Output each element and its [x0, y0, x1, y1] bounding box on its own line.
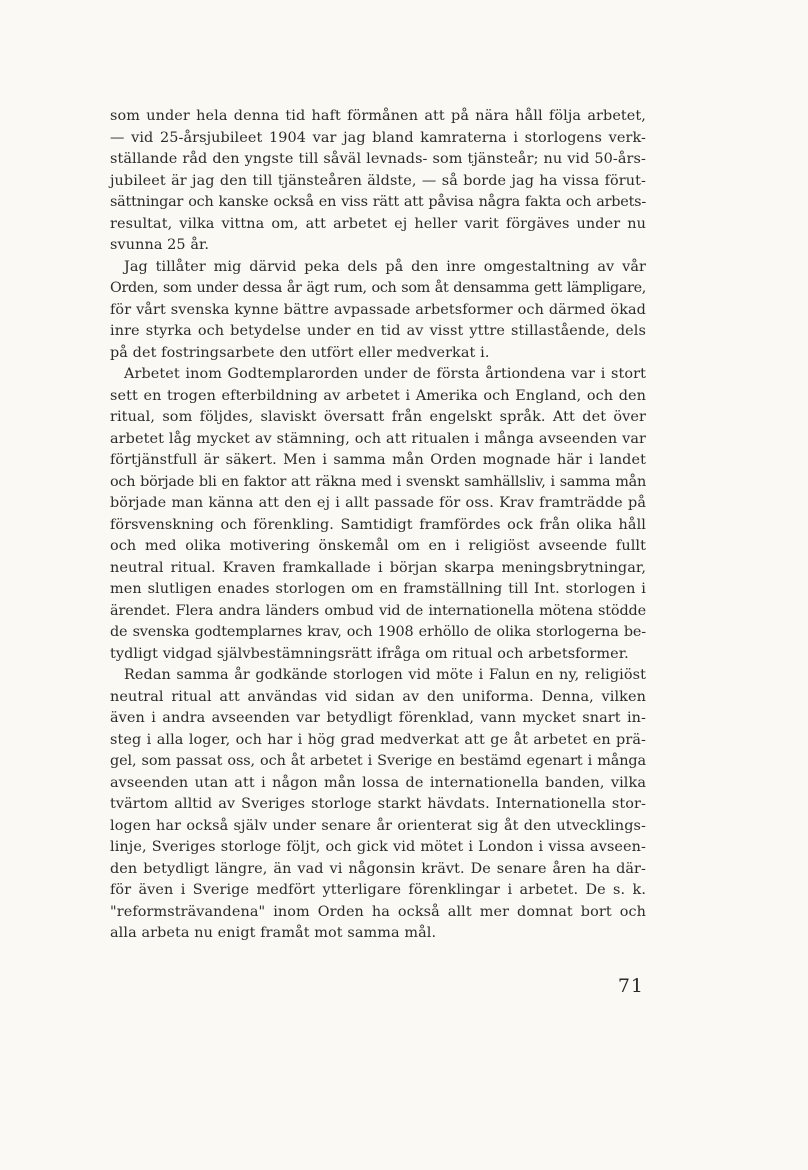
text-line: för vårt svenska kynne bättre avpassade arbetsformer och därmed ökad [110, 301, 646, 318]
text-line: inre styrka och betydelse under en tid av visst yttre stillastående, dels [110, 323, 646, 339]
text-line: avseenden utan att i någon mån lossa de internationella banden, vilka [110, 774, 646, 791]
text-line: började man känna att den ej i allt passade för oss. Krav framträdde på [110, 495, 646, 511]
text-line: Jag tillåter mig därvid peka dels på den inre omgestaltning av vår [124, 258, 646, 275]
text-line: ritual, som följdes, slaviskt översatt från engelskt språk. Att det över [110, 409, 646, 425]
text-line: även i andra avseenden var betydligt förenklad, vann mycket snart in- [110, 710, 646, 726]
text-line: som under hela denna tid haft förmånen att på nära håll följa arbetet, [110, 108, 646, 124]
text-line: Arbetet inom Godtemplarorden under de första årtiondena var i stort [124, 366, 646, 382]
text-line: de svenska godtemplarnes krav, och 1908 erhöllo de olika storlogerna be- [110, 624, 646, 640]
text-line: den betydligt längre, än vad vi någonsin krävt. De senare åren ha där- [110, 860, 646, 877]
text-line: ärendet. Flera andra länders ombud vid de internationella mötena stödde [110, 602, 646, 619]
text-line: steg i alla loger, och har i hög grad medverkat att ge åt arbetet en prä- [110, 731, 646, 748]
text-line: Redan samma år godkände storlogen vid möte i Falun en ny, religiöst [124, 667, 646, 683]
text-line: alla arbeta nu enigt framåt mot samma mål. [110, 925, 437, 941]
text-line: tydligt vidgad självbestämningsrätt ifråga om ritual och arbetsformer. [110, 645, 629, 662]
body-text [110, 106, 646, 945]
text-line: ställande råd den yngste till såväl levnads- som tjänsteår; nu vid 50-års- [110, 151, 646, 167]
paragraph [110, 257, 646, 365]
text-line: sättningar och kanske också en viss rätt att påvisa några fakta och arbets- [110, 194, 646, 210]
text-line: förtjänstfull är säkert. Men i samma mån Orden mognade här i landet [110, 452, 646, 468]
text-line: sett en trogen efterbildning av arbetet i Amerika och England, och den [110, 387, 646, 404]
text-line: och började bli en faktor att räkna med i svenskt samhällsliv, i samma mån [110, 473, 646, 490]
text-line: försvenskning och förenkling. Samtidigt framfördes ock från olika håll [110, 516, 646, 533]
text-line: Orden, som under dessa år ägt rum, och som åt densamma gett lämpligare, [110, 280, 646, 296]
text-line: arbetet låg mycket av stämning, och att ritualen i många avseenden var [110, 430, 646, 447]
text-line: "reformsträvandena" inom Orden ha också allt mer domnat bort och [110, 903, 646, 920]
text-line: tvärtom alltid av Sveriges storloge starkt hävdats. Internationella stor- [110, 796, 646, 812]
text-line: på det fostringsarbete den utfört eller medverkat i. [110, 344, 490, 361]
text-line: linje, Sveriges storloge följt, och gick vid mötet i London i vissa avseen- [110, 839, 646, 855]
text-line: resultat, vilka vittna om, att arbetet ej heller varit förgäves under nu [110, 215, 646, 232]
text-line: gel, som passat oss, och åt arbetet i Sverige en bestämd egenart i många [110, 753, 646, 769]
text-line: neutral ritual att användas vid sidan av den uniforma. Denna, vilken [110, 688, 646, 705]
text-line: och med olika motivering önskemål om en i religiöst avseende fullt [110, 538, 646, 554]
text-line: — vid 25-årsjubileet 1904 var jag bland kamraterna i storlogens verk- [110, 129, 646, 146]
text-line: svunna 25 år. [110, 237, 210, 253]
page-number: 71 [617, 975, 644, 997]
text-line: för även i Sverige medfört ytterligare förenklingar i arbetet. De s. k. [110, 882, 646, 898]
text-line: logen har också själv under senare år orienterat sig åt den utvecklings- [110, 817, 646, 834]
paragraph [110, 665, 646, 945]
paragraph [110, 364, 646, 665]
text-line: jubileet är jag den till tjänsteåren äldste, — så borde jag ha vissa förut- [110, 172, 646, 189]
text-line: neutral ritual. Kraven framkallade i början skarpa meningsbrytningar, [110, 559, 646, 576]
text-line: men slutligen enades storlogen om en framställning till Int. storlogen i [110, 581, 646, 597]
paragraph [110, 106, 646, 257]
